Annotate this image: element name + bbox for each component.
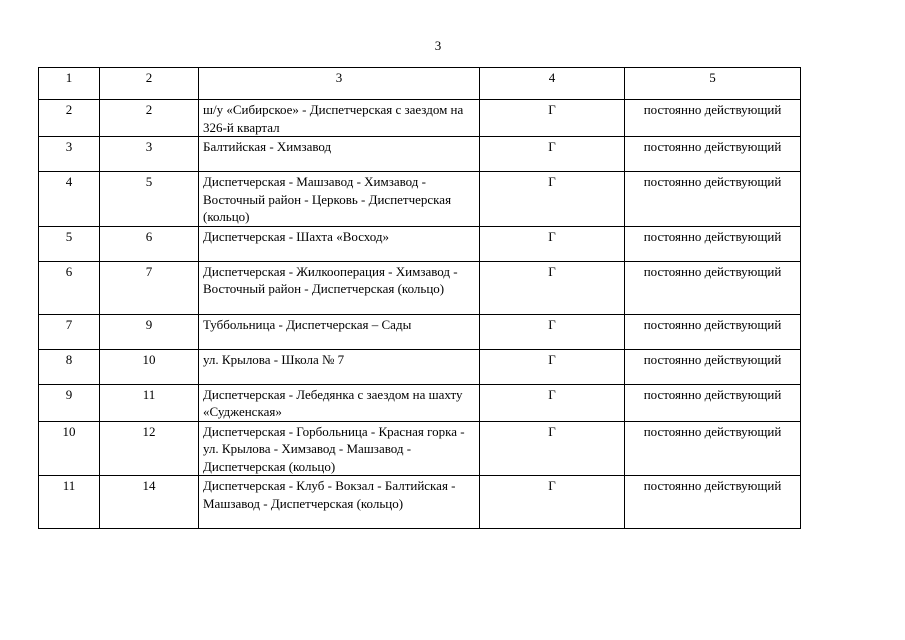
route-status-cell: постоянно действующий [625,261,801,314]
page-number: 3 [434,38,442,53]
table-row [39,100,801,137]
route-status-cell: постоянно действующий [625,476,801,529]
route-type-cell: Г [480,226,625,261]
row-number-cell: 3 [39,137,100,172]
route-path-cell: Диспетчерская - Клуб - Вокзал - Балтийская - Машзавод - Диспетчерская (кольцо) [199,476,480,529]
route-number-cell: 2 [100,100,199,137]
row-number-cell: 10 [39,421,100,476]
route-number-cell: 3 [100,137,199,172]
table-row [39,226,801,261]
row-number-cell: 4 [39,172,100,227]
route-number-cell: 14 [100,476,199,529]
row-number-cell: 9 [39,384,100,421]
route-number-cell: 7 [100,261,199,314]
route-path-cell: Диспетчерская - Горбольница - Красная горка - ул. Крылова - Химзавод - Машзавод - Диспетчерская (кольцо) [199,421,480,476]
column-header: 5 [625,68,801,100]
route-status-cell: постоянно действующий [625,172,801,227]
route-path-cell: Диспетчерская - Машзавод - Химзавод - Восточный район - Церковь - Диспетчерская (кольцо) [199,172,480,227]
route-type-cell: Г [480,172,625,227]
route-status-cell: постоянно действующий [625,226,801,261]
route-number-cell: 9 [100,314,199,349]
route-type-cell: Г [480,261,625,314]
route-type-cell: Г [480,476,625,529]
column-header: 2 [100,68,199,100]
table-row [39,172,801,227]
route-path-cell: ш/у «Сибирское» - Диспетчерская с заездом на 326-й квартал [199,100,480,137]
route-status-cell: постоянно действующий [625,349,801,384]
route-status-cell: постоянно действующий [625,314,801,349]
table-row [39,314,801,349]
route-number-cell: 12 [100,421,199,476]
route-status-cell: постоянно действующий [625,137,801,172]
row-number-cell: 6 [39,261,100,314]
route-path-cell: Диспетчерская - Шахта «Восход» [199,226,480,261]
table-row [39,137,801,172]
route-path-cell: ул. Крылова - Школа № 7 [199,349,480,384]
table-row [39,261,801,314]
route-path-cell: Диспетчерская - Лебедянка с заездом на шахту «Судженская» [199,384,480,421]
row-number-cell: 8 [39,349,100,384]
row-number-cell: 5 [39,226,100,261]
route-type-cell: Г [480,137,625,172]
route-type-cell: Г [480,421,625,476]
row-number-cell: 7 [39,314,100,349]
row-number-cell: 11 [39,476,100,529]
route-number-cell: 11 [100,384,199,421]
table-row [39,421,801,476]
route-type-cell: Г [480,100,625,137]
route-status-cell: постоянно действующий [625,100,801,137]
table-header-row [39,68,801,100]
route-number-cell: 6 [100,226,199,261]
row-number-cell: 2 [39,100,100,137]
route-path-cell: Диспетчерская - Жилкооперация - Химзавод - Восточный район - Диспетчерская (кольцо) [199,261,480,314]
route-path-cell: Балтийская - Химзавод [199,137,480,172]
route-number-cell: 5 [100,172,199,227]
route-type-cell: Г [480,314,625,349]
column-header: 4 [480,68,625,100]
route-type-cell: Г [480,384,625,421]
table-row [39,349,801,384]
route-path-cell: Туббольница - Диспетчерская – Сады [199,314,480,349]
route-status-cell: постоянно действующий [625,384,801,421]
route-status-cell: постоянно действующий [625,421,801,476]
route-number-cell: 10 [100,349,199,384]
table-row [39,384,801,421]
routes-table [38,67,801,529]
table-row [39,476,801,529]
column-header: 1 [39,68,100,100]
route-type-cell: Г [480,349,625,384]
column-header: 3 [199,68,480,100]
